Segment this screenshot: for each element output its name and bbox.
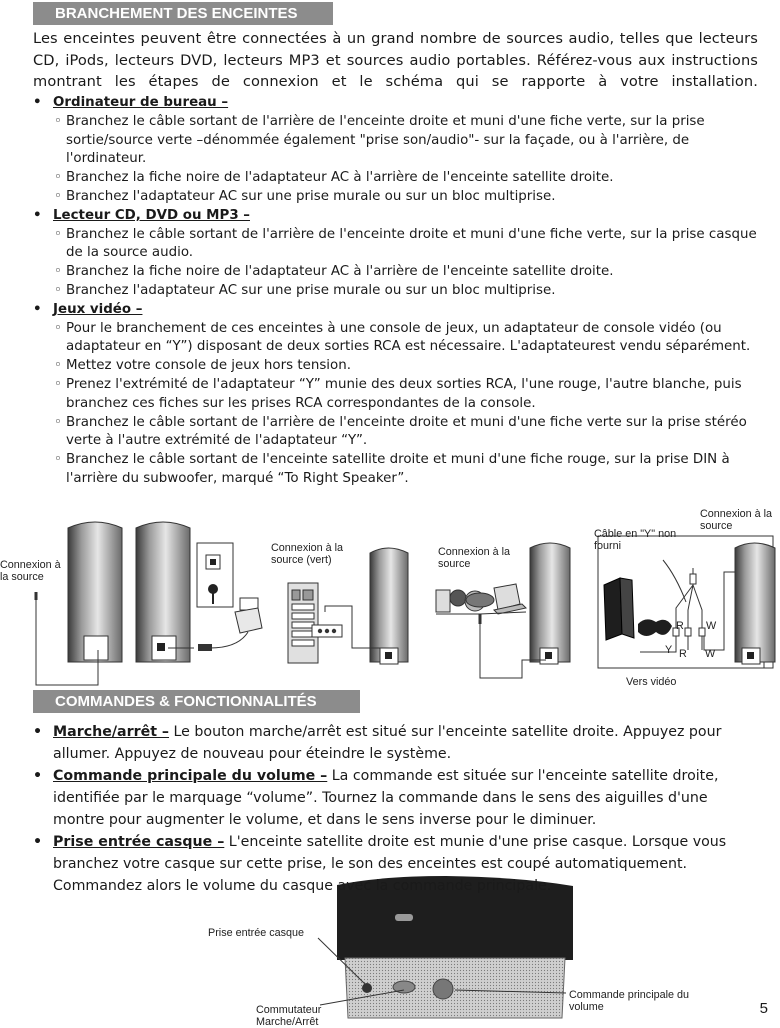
item-text: La commande est située sur l'enceinte satellite droite, identifiée par le marquage “volume”. Tournez la commande dans le sens des aiguilles d'une montre pour augmenter le volume, et dans le sens inverse pour le diminuer. xyxy=(53,768,719,828)
item-title-video-games: Jeux vidéo – xyxy=(53,301,143,317)
rca-label: R xyxy=(676,620,684,632)
speaker-left-icon xyxy=(68,522,122,662)
list-item xyxy=(33,721,763,765)
rca-label: Y xyxy=(665,644,673,656)
sub-item: ◦ Branchez le câble sortant de l'arrière de l'enceinte droite et muni d'une fiche verte, sur la prise casque de la source audio. xyxy=(33,226,763,264)
list-item xyxy=(33,765,763,831)
caption-source-4: Connexion à la source xyxy=(700,508,773,532)
caption-power-switch: Commutateur Marche/Arrêt xyxy=(256,1004,322,1028)
caption-video: Vers vidéo xyxy=(626,676,677,688)
caption-volume-control: Commande principale du volume xyxy=(569,989,690,1013)
page-number: 5 xyxy=(759,1000,768,1017)
rca-label: R xyxy=(679,648,687,660)
caption-source-1: Connexion à la source xyxy=(0,559,61,583)
item-title-desktop: Ordinateur de bureau – xyxy=(53,95,229,110)
item-title-cd-player: Lecteur CD, DVD ou MP3 – xyxy=(53,207,250,223)
caption-source-3: Connexion à la source xyxy=(438,546,511,570)
sub-item: ◦ Branchez le câble sortant de l'arrière de l'enceinte droite et muni d'une fiche verte, sur la prise sortie/source verte –dénommée également "prise son/audio"- sur la façade, ou à l'arrière, de l'ordinateur. xyxy=(33,113,763,169)
controls-list xyxy=(33,721,763,897)
item-title-volume: Commande principale du volume – xyxy=(53,768,328,784)
sub-item: ◦ Prenez l'extrémité de l'adaptateur “Y” munie des deux sorties RCA, l'une rouge, l'autre blanche, puis branchez ces fiches sur les prises RCA correspondantes de la console. xyxy=(33,376,763,414)
intro-paragraph: Les enceintes peuvent être connectées à un grand nombre de sources audio, telles que lecteurs CD, iPods, lecteurs DVD, lecteurs MP3 et sources audio portables. Référez-vous aux instructions montrant les étapes de connexion et le schéma qui se rapporte à votre installation. xyxy=(33,30,758,90)
speaker-front-figure xyxy=(337,876,573,1018)
speaker-right-icon xyxy=(735,543,775,664)
sub-item: ◦ Branchez le câble sortant de l'arrière de l'enceinte droite et muni d'une fiche verte sur la prise stéréo verte à l'autre extrémité de l'adaptateur “Y”. xyxy=(33,414,763,452)
section-header-controls: COMMANDES & FONCTIONNALITÉS xyxy=(33,690,360,713)
caption-y-cable: Câble en "Y" non fourni xyxy=(594,528,677,552)
list-item xyxy=(33,831,763,897)
gamepad-icon xyxy=(638,619,672,636)
item-text: L'enceinte satellite droite est munie d'une prise casque. Lorsque vous branchez votre casque sur cette prise, le son des enceintes est coupé automatiquement. Commandez alors le volume du casque avec la commande principale. xyxy=(53,834,727,894)
item-title-headphone: Prise entrée casque – xyxy=(53,834,225,850)
sub-item: ◦ Branchez l'adaptateur AC sur une prise murale ou sur un bloc multiprise. xyxy=(33,282,763,301)
speaker-right-icon xyxy=(370,548,408,664)
section-header-connections: BRANCHEMENT DES ENCEINTES xyxy=(33,2,333,25)
sub-item: ◦ Branchez la fiche noire de l'adaptateur AC à l'arrière de l'enceinte satellite droite. xyxy=(33,263,763,282)
sub-item: ◦ Mettez votre console de jeux hors tension. xyxy=(33,357,763,376)
sub-item: ◦ Branchez l'adaptateur AC sur une prise murale ou sur un bloc multiprise. xyxy=(33,188,763,207)
rca-label: W xyxy=(705,648,716,660)
portable-devices-icon xyxy=(436,584,526,614)
speaker-right-icon xyxy=(136,522,190,662)
item-title-power: Marche/arrêt – xyxy=(53,724,170,740)
speaker-right-icon xyxy=(530,543,570,664)
game-console-icon xyxy=(604,578,634,640)
item-text: Le bouton marche/arrêt est situé sur l'enceinte satellite droite. Appuyez pour allumer. Appuyez de nouveau pour éteindre le système. xyxy=(53,724,722,762)
audio-source-stack-icon xyxy=(288,583,342,663)
sub-item: ◦ Pour le branchement de ces enceintes à une console de jeux, un adaptateur de console vidéo (ou adaptateur en “Y”) disposant de deux sorties RCA est nécessaire. L'adaptateurest vendu séparément. xyxy=(33,320,763,358)
rca-label: W xyxy=(706,620,717,632)
caption-headphone-jack: Prise entrée casque xyxy=(208,927,305,939)
caption-source-2: Connexion à la source (vert) xyxy=(271,542,344,566)
sub-item: ◦ Branchez le câble sortant de l'enceinte satellite droite et muni d'une fiche rouge, sur la prise DIN à l'arrière du subwoofer, marqué “To Right Speaker”. xyxy=(33,451,763,489)
sub-item: ◦ Branchez la fiche noire de l'adaptateur AC à l'arrière de l'enceinte satellite droite. xyxy=(33,169,763,188)
wall-outlet-icon xyxy=(197,543,233,607)
